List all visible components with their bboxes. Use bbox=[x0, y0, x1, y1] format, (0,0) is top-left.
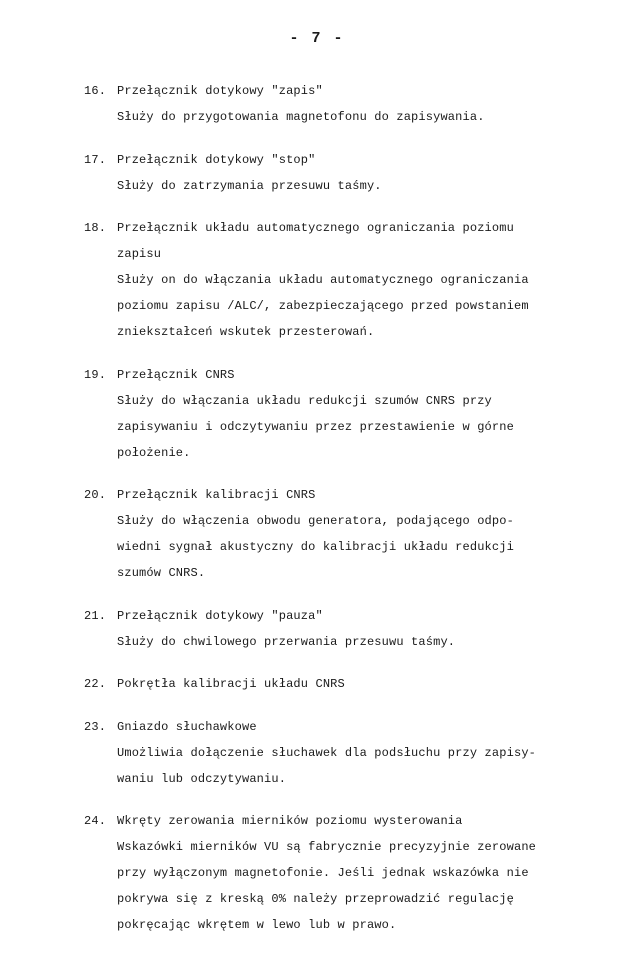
entry-description-line: waniu lub odczytywaniu. bbox=[117, 771, 287, 786]
entry-heading bbox=[84, 603, 584, 629]
entry-title: Przełącznik dotykowy "pauza" bbox=[117, 608, 323, 623]
entry-title: Gniazdo słuchawkowe bbox=[117, 719, 257, 734]
entry-number: 24. bbox=[84, 814, 107, 828]
entry-number: 20. bbox=[84, 488, 107, 502]
entry-description-line: pokręcając wkrętem w lewo lub w prawo. bbox=[117, 918, 397, 932]
entry-description-line: Służy on do włączania układu automatycznego ograniczania bbox=[117, 273, 529, 287]
entry-description-line: zapisywaniu i odczytywaniu przez przestawienie w górne bbox=[117, 419, 514, 434]
entry-number: 19. bbox=[84, 367, 107, 382]
entry-heading bbox=[84, 714, 584, 740]
entry-description-line: Służy do przygotowania magnetofonu do zapisywania. bbox=[117, 110, 485, 124]
entry-number: 17. bbox=[84, 152, 107, 167]
entry-title: Przełącznik układu automatycznego ograniczania poziomu bbox=[117, 221, 514, 235]
entry-title-continuation: zapisu bbox=[117, 247, 162, 261]
list-item bbox=[84, 362, 584, 466]
entry-heading bbox=[84, 215, 584, 241]
entry-description-line: zniekształceń wskutek przesterowań. bbox=[117, 325, 375, 339]
entry-description-line: pokrywa się z kreską 0% należy przeprowadzić regulację bbox=[117, 892, 514, 906]
entry-title: Przełącznik kalibracji CNRS bbox=[117, 488, 316, 502]
list-item bbox=[84, 215, 584, 345]
entry-description-line: szumów CNRS. bbox=[117, 566, 206, 580]
list-item bbox=[84, 671, 584, 697]
entry-title: Przełącznik dotykowy "zapis" bbox=[117, 84, 323, 98]
entry-list bbox=[84, 78, 584, 955]
entry-description-line: Wskazówki mierników VU są fabrycznie precyzyjnie zerowane bbox=[117, 840, 537, 854]
entry-description-line: Umożliwia dołączenie słuchawek dla podsłuchu przy zapisy- bbox=[117, 745, 537, 760]
entry-heading bbox=[84, 78, 584, 104]
entry-heading bbox=[84, 482, 584, 508]
entry-number: 21. bbox=[84, 608, 107, 623]
entry-description-line: położenie. bbox=[117, 445, 191, 460]
page-number: - 7 - bbox=[289, 30, 345, 47]
entry-description-line: Służy do zatrzymania przesuwu taśmy. bbox=[117, 178, 382, 193]
entry-description-line: wiedni sygnał akustyczny do kalibracji układu redukcji bbox=[117, 540, 514, 554]
list-item bbox=[84, 147, 584, 199]
entry-title: Wkręty zerowania mierników poziomu wysterowania bbox=[117, 814, 463, 828]
entry-heading bbox=[84, 808, 584, 834]
list-item bbox=[84, 482, 584, 586]
list-item bbox=[84, 714, 584, 792]
entry-number: 22. bbox=[84, 677, 107, 691]
entry-heading bbox=[84, 147, 584, 173]
entry-description-line: Służy do włączenia obwodu generatora, podającego odpo- bbox=[117, 514, 514, 528]
entry-heading bbox=[84, 671, 584, 697]
entry-heading bbox=[84, 362, 584, 388]
entry-number: 23. bbox=[84, 719, 107, 734]
list-item bbox=[84, 78, 584, 130]
entry-description-line: przy wyłączonym magnetofonie. Jeśli jednak wskazówka nie bbox=[117, 866, 529, 880]
entry-number: 18. bbox=[84, 221, 107, 235]
list-item bbox=[84, 808, 584, 938]
entry-number: 16. bbox=[84, 84, 107, 98]
entry-description-line: poziomu zapisu /ALC/, zabezpieczającego przed powstaniem bbox=[117, 299, 529, 313]
entry-description-line: Służy do włączania układu redukcji szumów CNRS przy bbox=[117, 393, 492, 408]
entry-title: Pokrętła kalibracji układu CNRS bbox=[117, 677, 345, 691]
entry-description-line: Służy do chwilowego przerwania przesuwu taśmy. bbox=[117, 634, 456, 649]
entry-title: Przełącznik dotykowy "stop" bbox=[117, 152, 316, 167]
list-item bbox=[84, 603, 584, 655]
entry-title: Przełącznik CNRS bbox=[117, 367, 235, 382]
